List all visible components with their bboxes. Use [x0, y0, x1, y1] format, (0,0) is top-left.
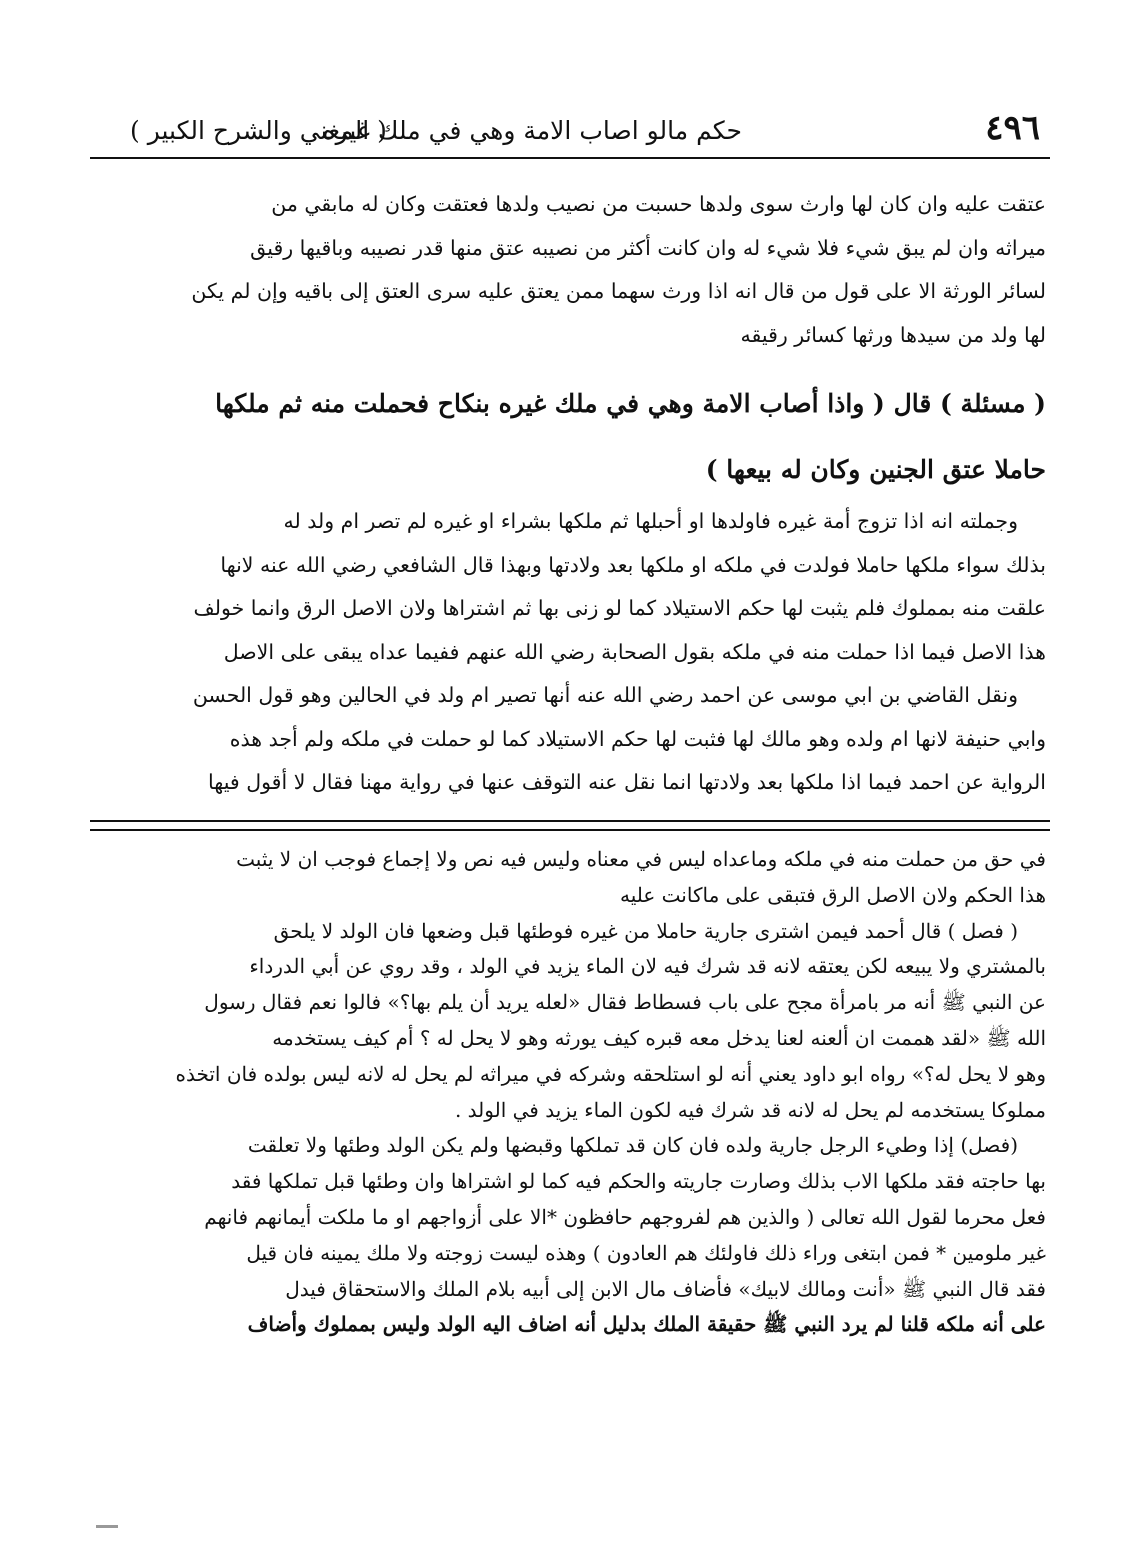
text-line: وهو لا يحل له؟» رواه ابو داود يعني أنه لو استلحقه وشركه في ميراثه لم يحل له لانه ليس بولده فان اتخذه	[175, 1061, 1046, 1086]
text-line: فعل محرما لقول الله تعالى ( والذين هم لفروجهم حافظون *الا على أزواجهم او ما ملكت أيمانهم فانهم	[204, 1204, 1046, 1229]
text-line: هذا الحكم ولان الاصل الرق فتبقى على ماكانت عليه	[619, 882, 1046, 907]
ink-smear	[96, 1525, 118, 1528]
text-line: في حق من حملت منه في ملكه وماعداه ليس في معناه وليس فيه نص ولا إجماع فوجب ان لا يثبت	[236, 847, 1046, 871]
masala-line: ( مسئلة ) قال ( واذا أصاب الامة وهي في ملك غيره بنكاح فحملت منه ثم ملكها	[215, 389, 1046, 418]
text-line: وابي حنيفة لانها ام ولده وهو مالك لها فثبت لها حكم الاستيلاد كما لو حملت في ملكه ولم أجد هذه	[229, 726, 1046, 751]
text-line: على أنه ملكه قلنا لم يرد النبي ﷺ حقيقة الملك بدليل أنه اضاف اليه الولد وليس بمملوك وأضاف	[247, 1312, 1046, 1337]
intro-text	[84, 183, 1046, 357]
text-line: الرواية عن احمد فيما اذا ملكها بعد ولادتها انما نقل عنه التوقف عنها في رواية مهنا فقال لا أقول فيها	[208, 770, 1046, 794]
text-line: فقد قال النبي ﷺ «أنت ومالك لابيك» فأضاف مال الابن إلى أبيه بلام الملك والاستحقاق فيدل	[285, 1276, 1046, 1301]
page-header	[90, 108, 1040, 158]
text-line: عن النبي ﷺ أنه مر بامرأة مجح على باب فسطاط فقال «لعله يريد أن يلم بها؟» فالوا نعم فقال رسول	[204, 990, 1046, 1015]
lower-text	[84, 842, 1046, 1343]
section-divider	[90, 820, 1050, 831]
main-text	[84, 500, 1046, 805]
running-title: حكم مالو اصاب الامة وهي في ملك غيره	[322, 116, 742, 145]
header-rule	[90, 157, 1050, 159]
text-line: علقت منه بمملوك فلم يثبت لها حكم الاستيلاد كما لو زنى بها ثم اشتراها ولان الاصل الرق وانما خولف	[193, 596, 1046, 620]
text-line: بالمشتري ولا يبيعه لكن يعتقه لانه قد شرك فيه لان الماء يزيد في الولد ، وقد روي عن أبي الدرداء	[249, 954, 1046, 979]
text-line: ميراثه وان لم يبق شيء فلا شيء له وان كانت أكثر من نصيبه عتق منها قدر نصيبه وباقيها رقيق	[250, 235, 1046, 260]
text-line: لها ولد من سيدها ورثها كسائر رقيقه	[740, 322, 1046, 347]
masala-line: حاملا عتق الجنين وكان له بيعها )	[705, 455, 1046, 484]
text-line: بذلك سواء ملكها حاملا فولدت في ملكه او ملكها بعد ولادتها وبهذا قال الشافعي رضي الله عنه لانها	[220, 552, 1046, 577]
text-line: ( فصل ) قال أحمد فيمن اشترى جارية حاملا من غيره فوطئها قبل وضعها فان الولد لا يلحق	[273, 918, 1018, 943]
text-line: عتقت عليه وان كان لها وارث سوى ولدها حسبت من نصيب ولدها فعتقت وكان له مابقي من	[271, 192, 1046, 216]
page-number: ٤٩٦	[985, 108, 1040, 148]
text-line: (فصل) إذا وطيء الرجل جارية ولده فان كان قد تملكها وقبضها ولم يكن الولد وطئها ولا تعلقت	[247, 1133, 1018, 1158]
text-line: بها حاجته فقد ملكها الاب بذلك وصارت جاريته والحكم فيه كما لو اشتراها وان وطئها قبل تملكها فقد	[231, 1169, 1046, 1194]
text-line: الله ﷺ «لقد هممت ان ألعنه لعنا يدخل معه قبره كيف يورثه وهو لا يحل له ؟ أم كيف يستخدمه	[272, 1025, 1046, 1050]
text-line: هذا الاصل فيما اذا حملت منه في ملكه بقول الصحابة رضي الله عنهم ففيما عداه يبقى على الاصل	[223, 639, 1046, 664]
masala-heading	[84, 371, 1046, 503]
text-line: ونقل القاضي بن ابي موسى عن احمد رضي الله عنه أنها تصير ام ولد في الحالين وهو قول الحسن	[192, 683, 1018, 707]
text-line: لسائر الورثة الا على قول من قال انه اذا ورث سهما ممن يعتق عليه سرى العتق إلى باقيه وإن لم يكن	[191, 279, 1046, 303]
text-line: غير ملومين * فمن ابتغى وراء ذلك فاولئك هم العادون ) وهذه ليست زوجته ولا ملك يمينه فان قيل	[246, 1240, 1046, 1265]
text-line: مملوكا يستخدمه لم يحل له لانه قد شرك فيه لكون الماء يزيد في الولد .	[454, 1097, 1046, 1122]
text-line: وجملته انه اذا تزوج أمة غيره فاولدها او أحبلها ثم ملكها بشراء او غيره لم تصر ام ولد له	[283, 509, 1018, 533]
book-title: ( المغني والشرح الكبير )	[130, 116, 387, 145]
